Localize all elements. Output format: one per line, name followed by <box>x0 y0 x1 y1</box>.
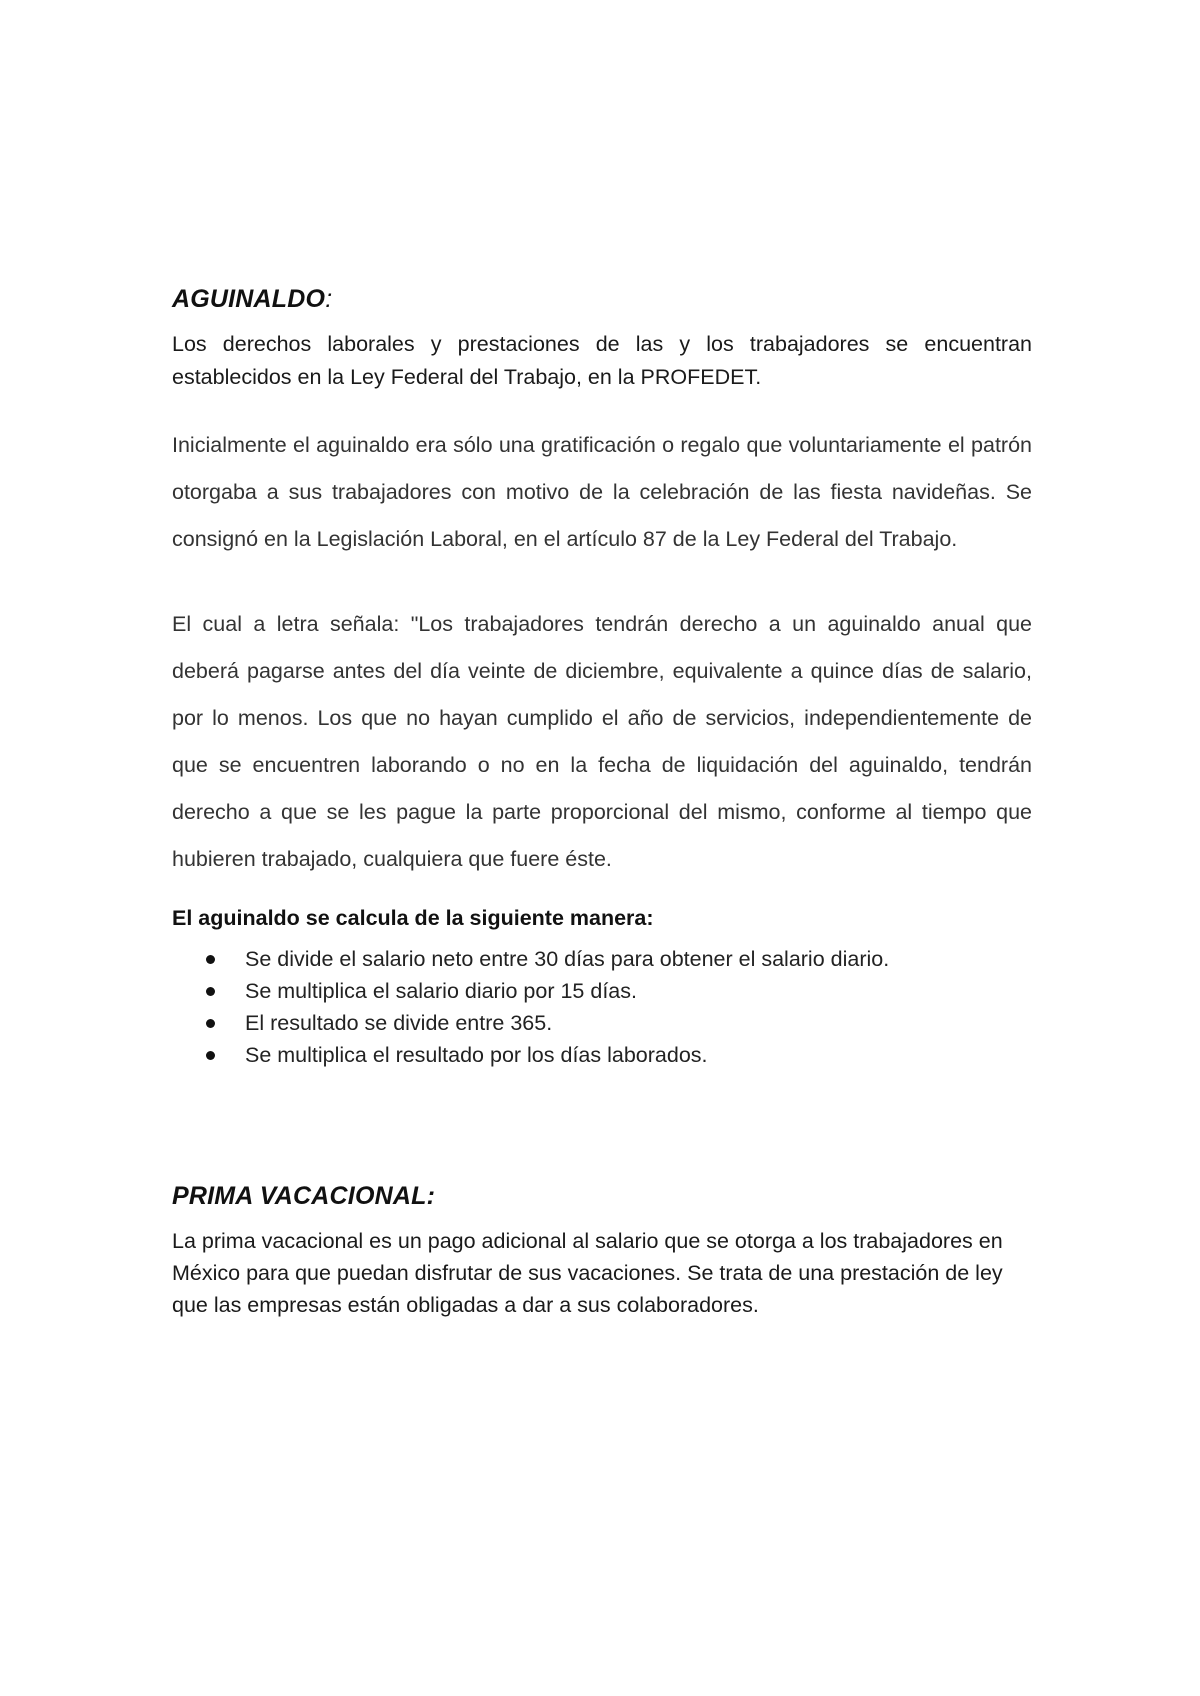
aguinaldo-intro-paragraph: Los derechos laborales y prestaciones de las y los trabajadores se encuentran establecidos en la Ley Federal del Trabajo, en la PROFEDET. <box>172 332 1032 389</box>
list-item <box>172 943 1032 975</box>
list-item-text: Se multiplica el salario diario por 15 días. <box>245 979 637 1003</box>
document-body <box>172 284 1032 1321</box>
list-item <box>172 1007 1032 1039</box>
bullet-icon <box>206 1051 215 1060</box>
prima-vacacional-heading: PRIMA VACACIONAL: <box>172 1182 436 1210</box>
aguinaldo-quote-paragraph: El cual a letra señala: "Los trabajadores tendrán derecho a un aguinaldo anual que deberá pagarse antes del día veinte de diciembre, equivalente a quince días de salario, por lo menos. Los que no hayan cumplido el año de servicios, independientemente de que se encuentren laborando o no en la fecha de liquidación del aguinaldo, tendrán derecho a que se les pague la parte proporcional del mismo, conforme al tiempo que hubieren trabajado, cualquiera que fuere éste. <box>172 612 1032 871</box>
bullet-icon <box>206 987 215 996</box>
aguinaldo-title: AGUINALDO <box>172 285 326 313</box>
list-item-text: El resultado se divide entre 365. <box>245 1011 553 1035</box>
aguinaldo-calc-steps <box>172 943 1032 1071</box>
list-item <box>172 975 1032 1007</box>
aguinaldo-heading <box>172 284 1032 314</box>
list-item-text: Se multiplica el resultado por los días laborados. <box>245 1043 708 1067</box>
bullet-icon <box>206 955 215 964</box>
aguinaldo-history-paragraph: Inicialmente el aguinaldo era sólo una gratificación o regalo que voluntariamente el patrón otorgaba a sus trabajadores con motivo de la celebración de las fiesta navideñas. Se consignó en la Legislación Laboral, en el artículo 87 de la Ley Federal del Trabajo. <box>172 433 1032 551</box>
prima-vacacional-paragraph: La prima vacacional es un pago adicional al salario que se otorga a los trabajadores en México para que puedan disfrutar de sus vacaciones. Se trata de una prestación de ley que las empresas están obligadas a dar a sus colaboradores. <box>172 1229 1003 1317</box>
aguinaldo-calc-heading: El aguinaldo se calcula de la siguiente manera: <box>172 906 654 930</box>
list-item-text: Se divide el salario neto entre 30 días para obtener el salario diario. <box>245 947 890 971</box>
bullet-icon <box>206 1019 215 1028</box>
list-item <box>172 1039 1032 1071</box>
aguinaldo-title-colon: : <box>325 285 333 313</box>
